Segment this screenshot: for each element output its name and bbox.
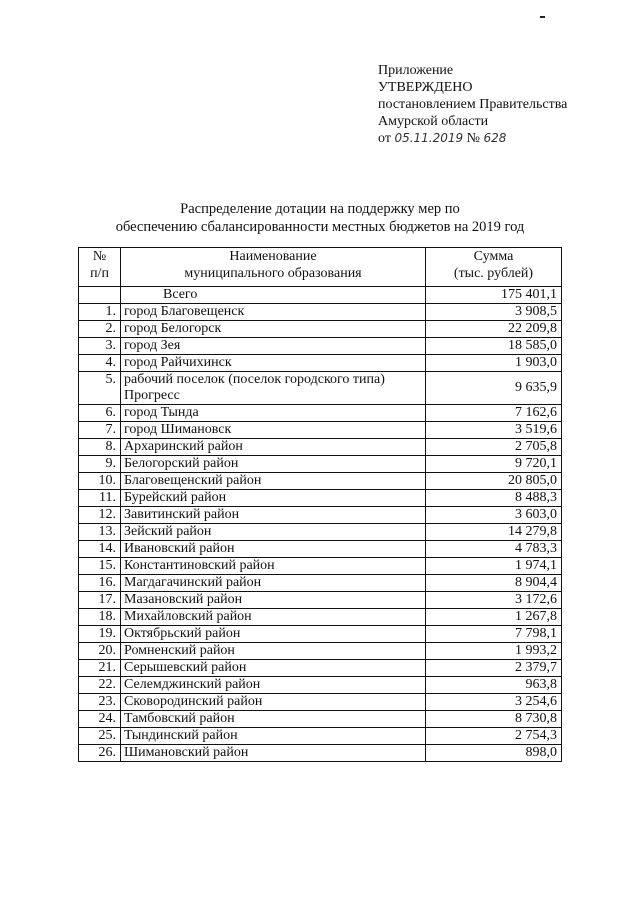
- document-title: [80, 200, 560, 236]
- total-number: [79, 287, 121, 304]
- row-number: 1.: [79, 304, 121, 321]
- approval-block: [378, 62, 567, 147]
- row-number: 23.: [79, 694, 121, 711]
- handwritten-date: 05.11.2019: [394, 131, 464, 145]
- table-row: [79, 507, 562, 524]
- row-name: Серышевский район: [121, 660, 426, 677]
- distribution-table: [78, 247, 562, 762]
- row-number: 13.: [79, 524, 121, 541]
- row-name: Зейский район: [121, 524, 426, 541]
- table-row: [79, 677, 562, 694]
- row-number: 11.: [79, 490, 121, 507]
- row-sum: 4 783,3: [426, 541, 562, 558]
- table-row: [79, 456, 562, 473]
- row-name: Мазановский район: [121, 592, 426, 609]
- row-name: город Тында: [121, 405, 426, 422]
- row-number: 12.: [79, 507, 121, 524]
- table-row: [79, 660, 562, 677]
- row-number: 18.: [79, 609, 121, 626]
- table-row: [79, 439, 562, 456]
- table-row: [79, 321, 562, 338]
- row-number: 19.: [79, 626, 121, 643]
- table-row: [79, 592, 562, 609]
- row-sum: 898,0: [426, 745, 562, 762]
- row-name: Тамбовский район: [121, 711, 426, 728]
- table-row: [79, 524, 562, 541]
- table-row: [79, 338, 562, 355]
- row-number: 5.: [79, 372, 121, 405]
- row-number: 2.: [79, 321, 121, 338]
- row-number: 22.: [79, 677, 121, 694]
- row-sum: 9 635,9: [426, 372, 562, 405]
- row-number: 17.: [79, 592, 121, 609]
- row-name: город Зея: [121, 338, 426, 355]
- row-name: город Райчихинск: [121, 355, 426, 372]
- row-sum: 20 805,0: [426, 473, 562, 490]
- row-number: 16.: [79, 575, 121, 592]
- row-sum: 1 267,8: [426, 609, 562, 626]
- row-number: 21.: [79, 660, 121, 677]
- row-name: город Благовещенск: [121, 304, 426, 321]
- row-sum: 1 903,0: [426, 355, 562, 372]
- table-row: [79, 558, 562, 575]
- table-row: [79, 575, 562, 592]
- table-row: [79, 609, 562, 626]
- row-sum: 8 730,8: [426, 711, 562, 728]
- table-row: [79, 643, 562, 660]
- row-name: Михайловский район: [121, 609, 426, 626]
- row-sum: 9 720,1: [426, 456, 562, 473]
- row-number: 8.: [79, 439, 121, 456]
- row-sum: 8 488,3: [426, 490, 562, 507]
- header-name-line2: муниципального образования: [184, 266, 362, 281]
- approval-date-line: [378, 130, 567, 147]
- row-number: 4.: [79, 355, 121, 372]
- row-sum: 2 379,7: [426, 660, 562, 677]
- row-name: город Шимановск: [121, 422, 426, 439]
- row-sum: 1 993,2: [426, 643, 562, 660]
- row-sum: 8 904,4: [426, 575, 562, 592]
- header-sum-line2: (тыс. рублей): [453, 266, 534, 281]
- row-number: 26.: [79, 745, 121, 762]
- row-number: 9.: [79, 456, 121, 473]
- row-sum: 18 585,0: [426, 338, 562, 355]
- header-name-line1: Наименование: [229, 249, 317, 264]
- row-name: Константиновский район: [121, 558, 426, 575]
- table-row: [79, 745, 562, 762]
- header-sum-line1: Сумма: [473, 249, 514, 264]
- header-number-line1: №: [92, 249, 107, 264]
- header-sum: [426, 248, 562, 287]
- table-row: [79, 405, 562, 422]
- table-row: [79, 541, 562, 558]
- row-number: 3.: [79, 338, 121, 355]
- row-name: Тындинский район: [121, 728, 426, 745]
- row-sum: 7 162,6: [426, 405, 562, 422]
- row-sum: 3 254,6: [426, 694, 562, 711]
- row-sum: 3 172,6: [426, 592, 562, 609]
- title-line-1: Распределение дотации на поддержку мер по: [180, 201, 460, 217]
- table-row: [79, 473, 562, 490]
- row-number: 25.: [79, 728, 121, 745]
- row-number: 20.: [79, 643, 121, 660]
- row-sum: 2 754,3: [426, 728, 562, 745]
- row-sum: 3 603,0: [426, 507, 562, 524]
- row-name: Ромненский район: [121, 643, 426, 660]
- row-number: 6.: [79, 405, 121, 422]
- row-number: 15.: [79, 558, 121, 575]
- table-row: [79, 728, 562, 745]
- row-number: 24.: [79, 711, 121, 728]
- table-row: [79, 304, 562, 321]
- row-sum: 2 705,8: [426, 439, 562, 456]
- table-row: [79, 711, 562, 728]
- approval-region: Амурской области: [378, 114, 489, 129]
- row-name: рабочий поселок (поселок городского типа) Прогресс: [121, 372, 426, 405]
- row-name: Шимановский район: [121, 745, 426, 762]
- total-row: [79, 287, 562, 304]
- row-name: Белогорский район: [121, 456, 426, 473]
- table-row: [79, 422, 562, 439]
- row-name: Архаринский район: [121, 439, 426, 456]
- handwritten-number: 628: [483, 131, 507, 145]
- approval-appendix: Приложение: [378, 63, 454, 78]
- row-number: 10.: [79, 473, 121, 490]
- row-sum: 7 798,1: [426, 626, 562, 643]
- row-sum: 3 908,5: [426, 304, 562, 321]
- row-sum: 963,8: [426, 677, 562, 694]
- header-name: [121, 248, 426, 287]
- table-row: [79, 490, 562, 507]
- header-number: [79, 248, 121, 287]
- date-prefix: от: [378, 131, 391, 146]
- title-line-2: обеспечению сбалансированности местных бюджетов на 2019 год: [115, 219, 525, 235]
- number-sign: №: [466, 131, 481, 146]
- row-name: Благовещенский район: [121, 473, 426, 490]
- row-sum: 22 209,8: [426, 321, 562, 338]
- row-number: 14.: [79, 541, 121, 558]
- approval-resolution: постановлением Правительства: [378, 97, 568, 112]
- table-row: [79, 626, 562, 643]
- scan-mark: [540, 16, 545, 18]
- row-sum: 14 279,8: [426, 524, 562, 541]
- row-sum: 3 519,6: [426, 422, 562, 439]
- table-row: [79, 372, 562, 405]
- total-label: Всего: [121, 287, 426, 304]
- row-name: Магдагачинский район: [121, 575, 426, 592]
- table-row: [79, 694, 562, 711]
- total-value: 175 401,1: [426, 287, 562, 304]
- row-name: Завитинский район: [121, 507, 426, 524]
- row-name: Селемджинский район: [121, 677, 426, 694]
- row-name: Бурейский район: [121, 490, 426, 507]
- row-number: 7.: [79, 422, 121, 439]
- row-name: город Белогорск: [121, 321, 426, 338]
- table-row: [79, 355, 562, 372]
- table-header-row: [79, 248, 562, 287]
- row-name: Ивановский район: [121, 541, 426, 558]
- header-number-line2: п/п: [90, 266, 109, 281]
- row-name: Октябрьский район: [121, 626, 426, 643]
- row-sum: 1 974,1: [426, 558, 562, 575]
- row-name: Сковородинский район: [121, 694, 426, 711]
- approval-approved: УТВЕРЖДЕНО: [378, 80, 473, 95]
